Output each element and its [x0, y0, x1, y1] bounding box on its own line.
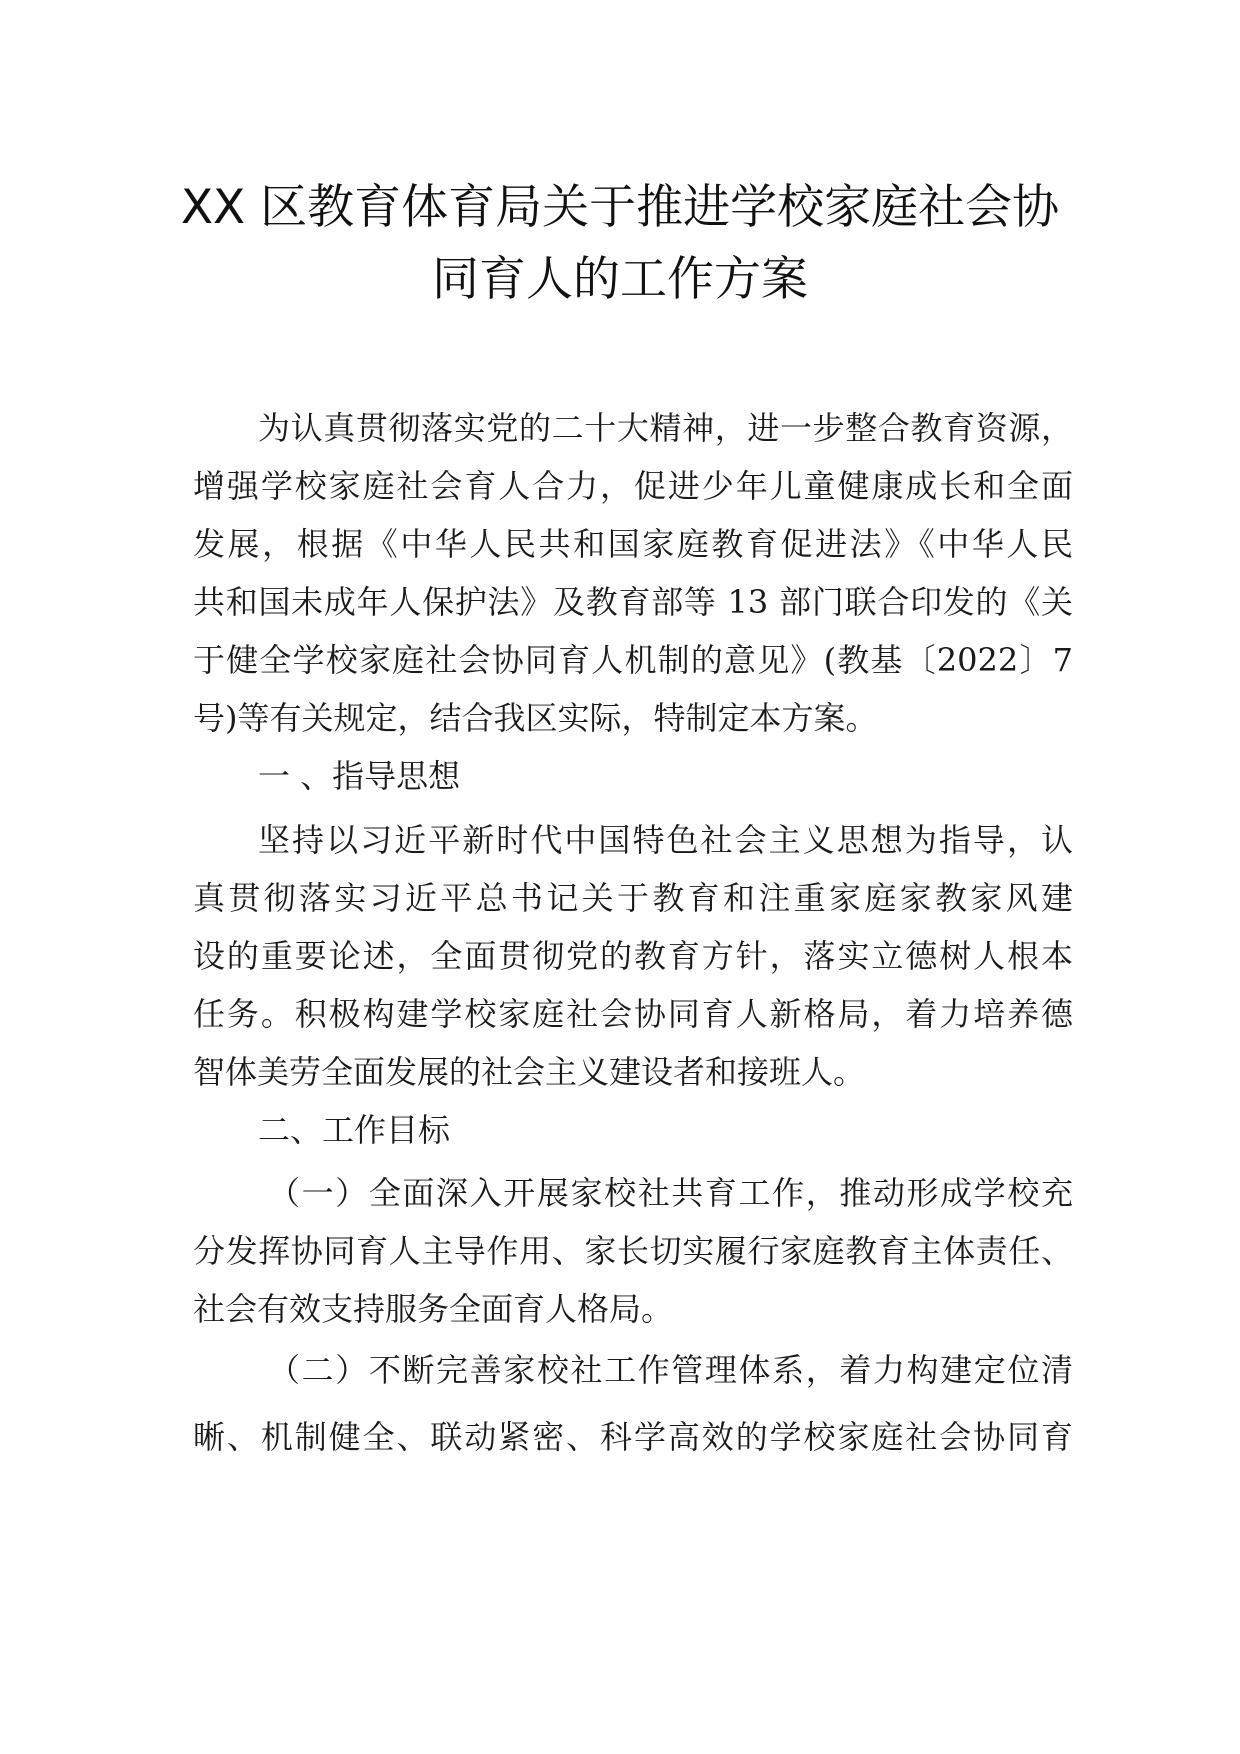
paragraph-line: 晰、机制健全、联动紧密、科学高效的学校家庭社会协同育 [193, 1418, 1073, 1456]
section-heading: 一 、指导思想 [258, 757, 461, 795]
paragraph-line: 社会有效支持服务全面育人格局。 [193, 1290, 674, 1328]
paragraph-line: 坚持以习近平新时代中国特色社会主义思想为指导，认 [258, 821, 1073, 859]
paragraph-line: 号)等有关规定，结合我区实际，特制定本方案。 [193, 699, 878, 737]
paragraph-line: 真贯彻落实习近平总书记关于教育和注重家庭家教家风建 [193, 879, 1073, 917]
paragraph-line: 发展，根据《中华人民共和国家庭教育促进法》《中华人民 [193, 525, 1073, 563]
paragraph-line: 任务。积极构建学校家庭社会协同育人新格局，着力培养德 [193, 995, 1073, 1033]
paragraph-line: 智体美劳全面发展的社会主义建设者和接班人。 [193, 1053, 866, 1091]
paragraph-line: 增强学校家庭社会育人合力，促进少年儿童健康成长和全面 [193, 467, 1073, 505]
paragraph-line: 于健全学校家庭社会协同育人机制的意见》(教基〔2022〕7 [193, 641, 1073, 679]
paragraph-line: 为认真贯彻落实党的二十大精神，进一步整合教育资源， [258, 409, 1073, 447]
document-title-line-1: XX 区教育体育局关于推进学校家庭社会协 [180, 180, 1060, 235]
paragraph-line: （二）不断完善家校社工作管理体系，着力构建定位清 [268, 1351, 1073, 1389]
section-heading: 二、工作目标 [258, 1111, 451, 1149]
document-title-line-2: 同育人的工作方案 [432, 252, 808, 307]
paragraph-line: （一）全面深入开展家校社共育工作，推动形成学校充 [268, 1174, 1073, 1212]
paragraph-line: 设的重要论述，全面贯彻党的教育方针，落实立德树人根本 [193, 937, 1073, 975]
paragraph-line: 分发挥协同育人主导作用、家长切实履行家庭教育主体责任、 [193, 1232, 1073, 1270]
paragraph-line: 共和国未成年人保护法》及教育部等 13 部门联合印发的《关 [193, 583, 1073, 621]
